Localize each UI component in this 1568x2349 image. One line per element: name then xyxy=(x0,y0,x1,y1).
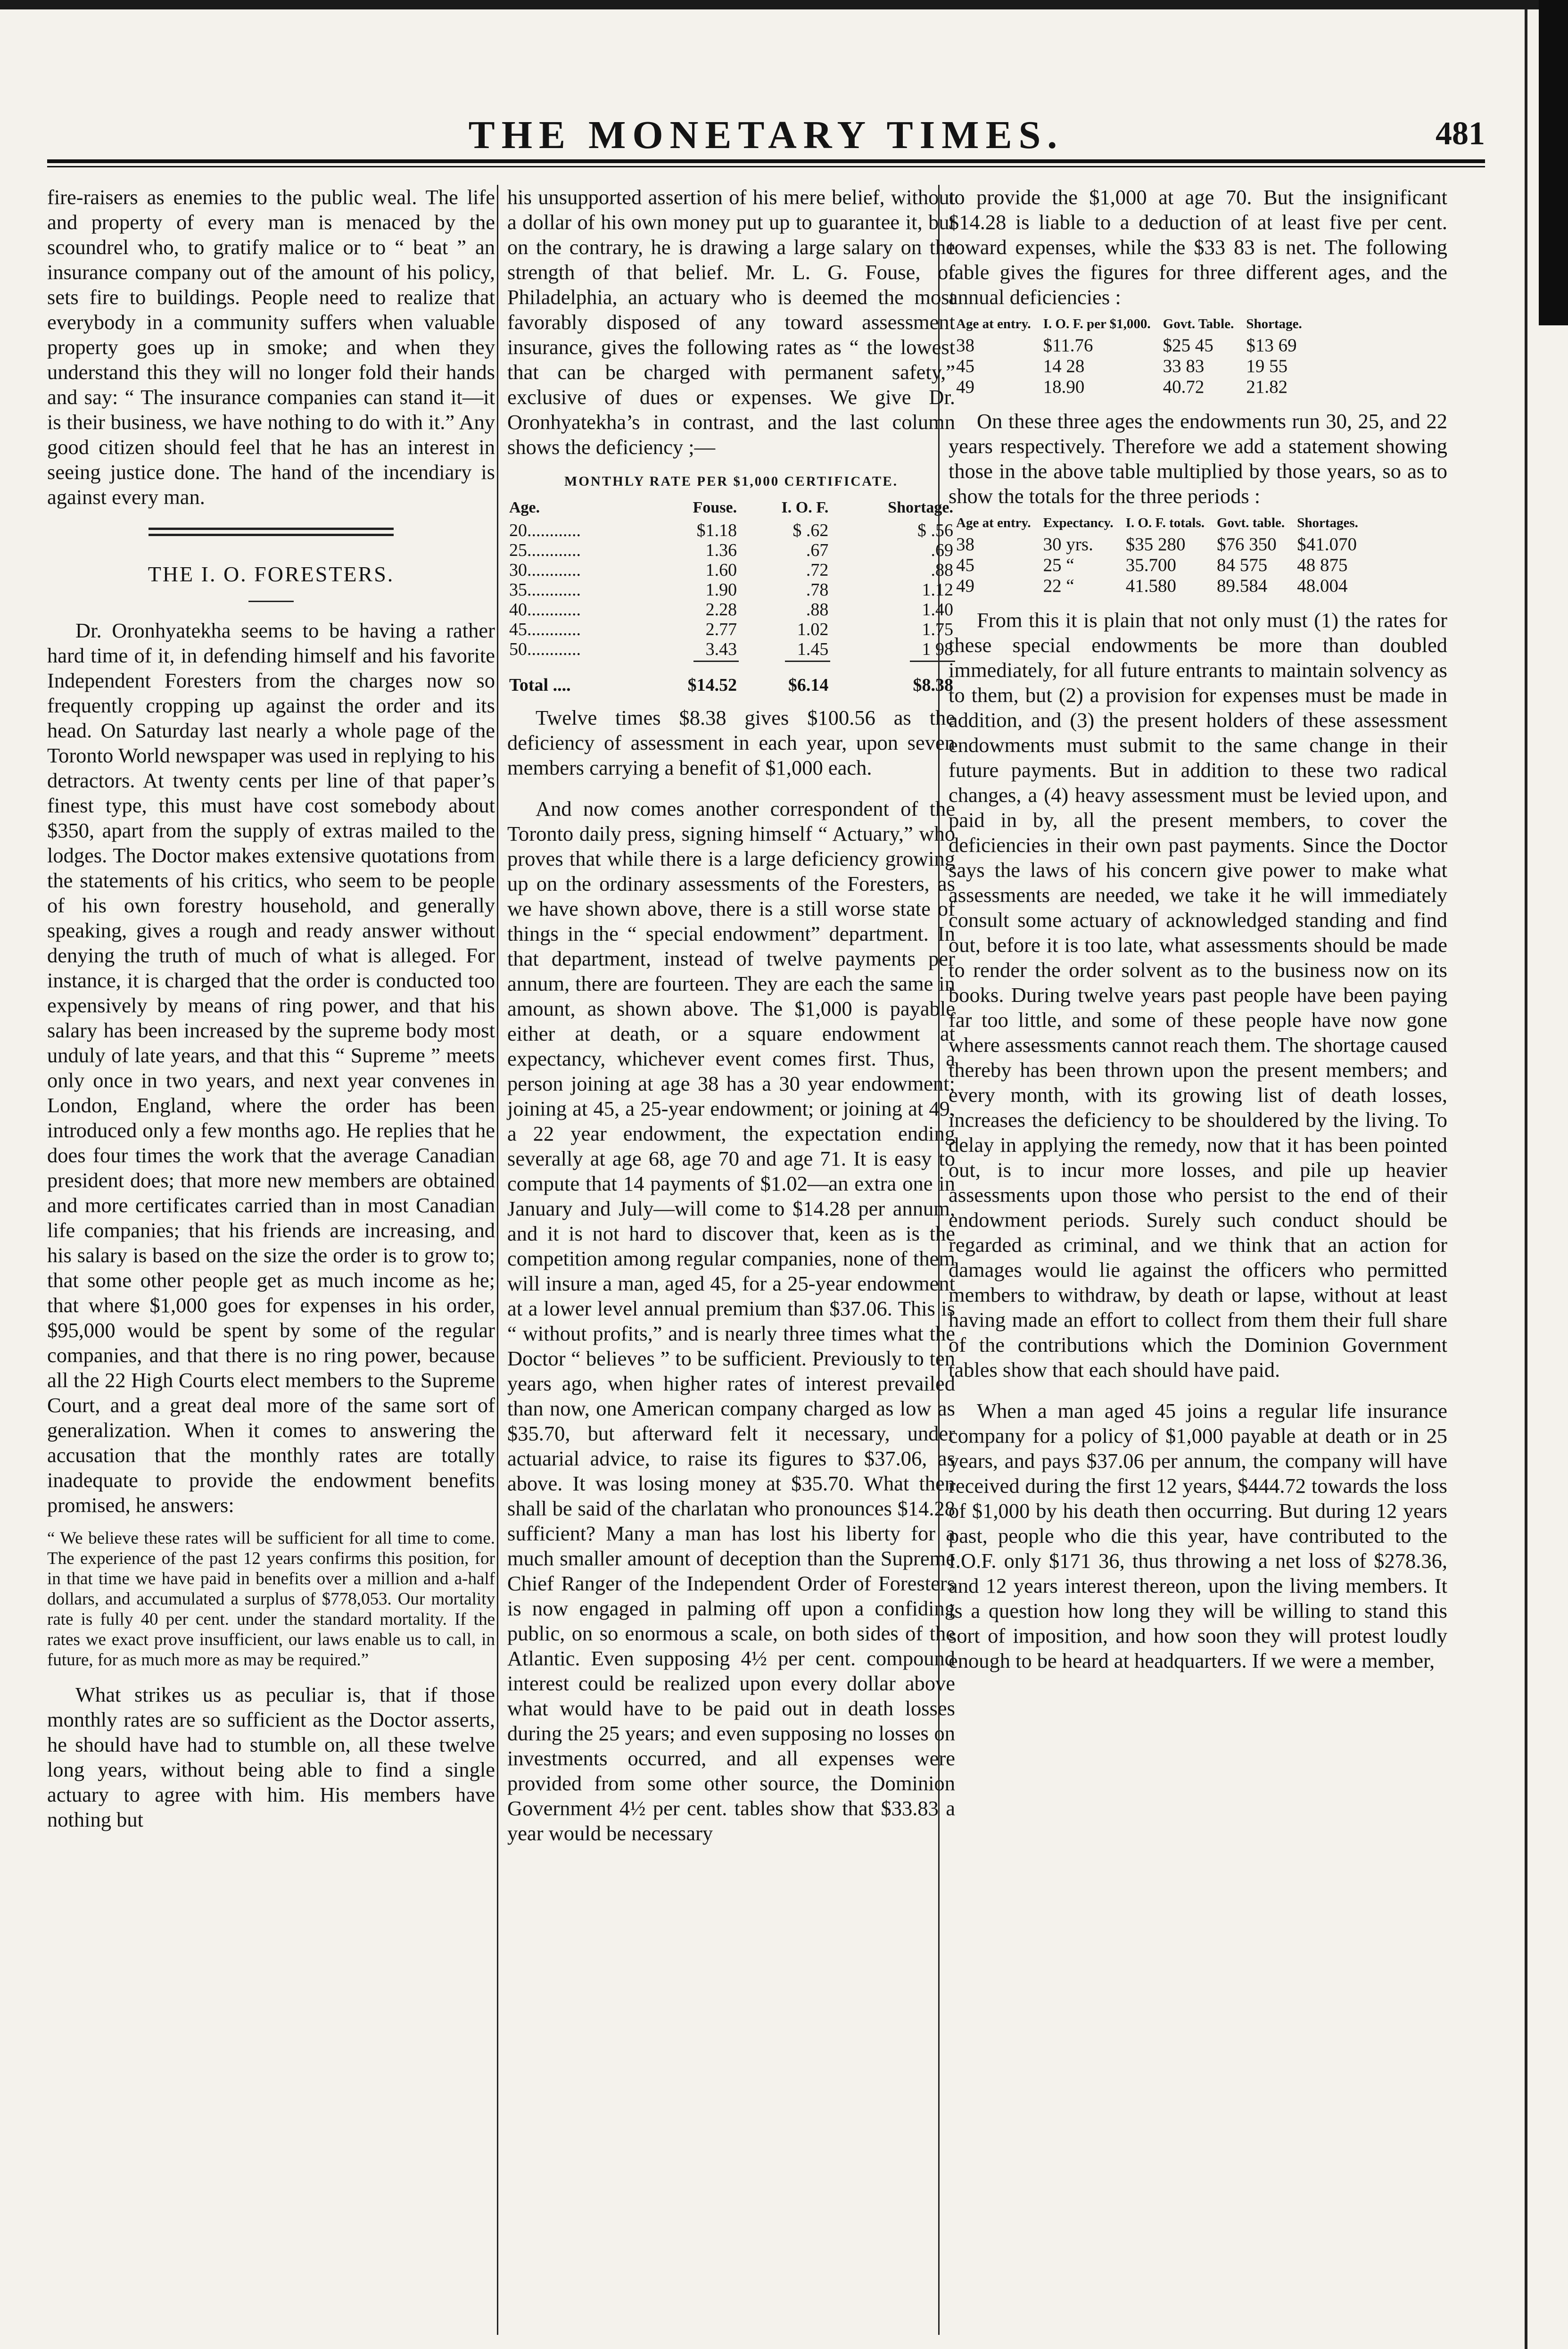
table-cell: 25............ xyxy=(509,540,581,560)
section-heading: THE I. O. FORESTERS. xyxy=(148,562,395,586)
table-cell: $14.52 xyxy=(687,675,737,695)
table-cell: 19 55 xyxy=(1246,356,1288,376)
table-cell: 1.45 xyxy=(797,639,829,659)
table-cell: 48.004 xyxy=(1297,576,1348,596)
table-cell: $25 45 xyxy=(1163,335,1213,356)
table-cell: $76 350 xyxy=(1217,534,1277,554)
table-row xyxy=(507,620,955,639)
table-cell: 49 xyxy=(956,377,974,397)
table-cell: 45............ xyxy=(509,620,581,639)
table-row xyxy=(956,356,1314,377)
table-cell: 1 98 xyxy=(922,639,953,659)
table-cell: 38 xyxy=(956,534,974,554)
table-cell: $ .56 xyxy=(917,521,953,540)
period-totals-table xyxy=(956,515,1370,596)
table-header-row xyxy=(956,515,1370,534)
col2-paragraph-1: his unsupported assertion of his mere belief, without a dollar of his own money put up to guarantee it, but on the contrary, he is drawing a large salary on the strength of that belief. Mr. L. G. Fouse, of Philadelphia, an actuary who is deemed the most favorably disposed of any toward assessment insurance, gives the following rates as “ the lowest that can be charged with permanent safety,” exclusive of dues or expenses. We give Dr. Oronhyatekha’s in contrast, and the last column shows the deficiency ;— xyxy=(507,185,955,459)
table-sum-rule xyxy=(507,659,955,663)
table-cell: .88 xyxy=(931,560,953,580)
quoted-reply: “ We believe these rates will be sufficient for all time to come. The experience of the past 12 years confirms this position, for in that time we have paid in benefits over a million and a-half dollars, and accumulated a surplus of $778,053. Our mortality rate is fully 40 per cent. under the standard mortality. If the rates we exact prove insufficient, our laws enable us to call, in future, for as much more as may be required.” xyxy=(47,1529,495,1670)
table-cell: $1.18 xyxy=(696,521,737,540)
table-header: Govt. table. xyxy=(1217,515,1285,530)
table-cell: 1.90 xyxy=(705,580,737,600)
table-cell: 40.72 xyxy=(1163,377,1205,397)
table-row xyxy=(956,377,1314,397)
col2-paragraph-3: And now comes another correspondent of the Toronto daily press, signing himself “ Actuary,” who proves that while there is a large deficiency growing up on the ordinary assessments of the Foresters, as we have shown above, there is a still worse state of things in the “ special endowment” department. In that department, instead of twelve payments per annum, there are fourteen. They are each the same in amount, as shown above. The $1,000 is payable either at death, or a square endowment at expectancy, whichever event comes first. Thus, a person joining at age 38 has a 30 year endowment; joining at 45, a 25-year endowment; or joining at 49, a 22 year endowment, the expectation ending severally at age 68, age 70 and age 71. It is easy to compute that 14 payments of $1.02—an extra one in January and July—will come to $14.28 per annum, and it is not hard to discover that, keen as is the competition among regular companies, none of them will insure a man, aged 45, for a 25-year endowment at a lower level annual premium than $37.06. This is “ without profits,” and is nearly three times what the Doctor “ believes ” to be sufficient. Previously to ten years ago, when higher rates of interest prevailed than now, one American company charged as low as $35.70, but afterward felt it necessary, under actuarial advice, to raise its figures to $37.06, as above. It was losing money at $35.70. What then shall be said of the charlatan who pronounces $14.28 sufficient? Many a man has lost his liberty for a much smaller amount of deception than the Supreme Chief Ranger of the Independent Order of Foresters is now engaged in palming off upon a confiding public, on so enormous a scale, on both sides of the Atlantic. Even supposing 4½ per cent. compound interest could be realized upon every dollar above what would have to be paid out in death losses during the 25 years; and even supposing no losses on investments occurred, and all expenses were provided from some other source, the Dominion Government 4½ per cent. tables show that $33.83 a year would be necessary xyxy=(507,797,955,1845)
table-header: I. O. F. xyxy=(781,499,829,516)
table-cell: .69 xyxy=(931,540,953,560)
header-rule-thin xyxy=(47,166,1485,167)
table-cell: 45 xyxy=(956,356,974,376)
table-header: Shortages. xyxy=(1297,515,1358,530)
table-cell: $11.76 xyxy=(1043,335,1093,356)
col2-paragraph-2: Twelve times $8.38 gives $100.56 as the deficiency of assessment in each year, upon seven members carrying a benefit of $1,000 each. xyxy=(507,706,955,779)
table-header: Shortage. xyxy=(888,499,953,516)
table-cell: 3.43 xyxy=(705,639,737,659)
table-row xyxy=(956,534,1370,555)
table-cell: .72 xyxy=(806,560,829,580)
table-header: I. O. F. per $1,000. xyxy=(1043,316,1151,331)
col3-paragraph-1: to provide the $1,000 at age 70. But the insignificant $14.28 is liable to a deduction of at least five per cent. toward expenses, while the $33 83 is net. The following table gives the figures for three different ages, and the annual deficiencies : xyxy=(949,185,1447,309)
col1-paragraph-1: fire-raisers as enemies to the public weal. The life and property of every man is menaced by the scoundrel who, to gratify malice or to “ beat ” an insurance company out of the amount of his policy, sets fire to buildings. People need to realize that everybody in a community suffers when valuable property goes up in smoke; and when they understand this they will no longer fold their hands and say: “ The insurance companies can stand it—it is their business, we have nothing to do with it.” Any good citizen should feel that he has an interest in seeing justice done. The hand of the incendiary is against every man. xyxy=(47,185,495,509)
table-cell: $41.070 xyxy=(1297,534,1357,554)
table-row xyxy=(507,540,955,560)
page-number: 481 xyxy=(1436,116,1485,152)
table-cell: 2.77 xyxy=(705,620,737,639)
col3-paragraph-3: From this it is plain that not only must (1) the rates for these special endowments be more than doubled immediately, for all future entrants to maintain solvency as to them, but (2) a provision for expenses must be made in addition, and (3) the present holders of these assessment endowments must submit to the same change in their future payments. But in addition to these two radical changes, a (4) heavy assessment must be levied upon, and paid in by, all the present members, to cover the deficiencies in their own past payments. Since the Doctor says the laws of his concern give power to make what assessments are needed, we take it he will immediately consult some actuary of acknowledged standing and find out, before it is too late, what assessments should be made to render the order solvent as to the business now on its books. During twelve years past people have been paying far too little, and some of these people have now gone where assessments cannot reach them. The shortage caused thereby has been thrown upon the present members; and every month, with its growing list of death losses, increases the deficiency to be shouldered by the living. To delay in applying the remedy, now that it has been pointed out, is to incur more losses, and pile up heavier assessments upon those who persist to the end of their endowment periods. Surely such conduct should be regarded as criminal, and we think that an action for damages would lie against the officers who permitted members to withdraw, by death or lapse, without at least having made an effort to collect from them their full share of the contributions which the Dominion Government tables show that each should have paid. xyxy=(949,608,1447,1381)
header-rule-thick xyxy=(47,159,1485,163)
table-cell: $6.14 xyxy=(788,675,829,695)
table-cell: 35............ xyxy=(509,580,581,600)
page-border-right xyxy=(1525,9,1527,2349)
column-1 xyxy=(47,185,495,1832)
table-cell: 30 yrs. xyxy=(1043,534,1093,554)
col1-paragraph-2: Dr. Oronhyatekha seems to be having a rather hard time of it, in defending himself and his favorite Independent Foresters from the charges now so frequently cropping up against the order and its head. On Saturday last nearly a whole page of the Toronto World newspaper was used in replying to his detractors. At twenty cents per line of that paper’s finest type, this must have cost somebody about $350, apart from the supply of extras mailed to the lodges. The Doctor makes extensive quotations from the statements of his critics, who seem to be people of his own forestry household, and generally speaking, gives a rough and ready answer without denying the truth of much of what is alleged. For instance, it is charged that the order is conducted too expensively by means of ring power, and that his salary has been increased by the supreme body most unduly of late years, and that this “ Supreme ” meets only once in two years, and next year convenes in London, England, where the order has been introduced only a few months ago. He replies that he does four times the work that the average Canadian president does; that more new members are obtained and more certificates carried than in most Canadian life companies; that his friends are increasing, and his salary is based on the size the order is to grow to; that some other people get as much income as he; that where $1,000 goes for expenses in his order, $95,000 would be spent by some of the regular companies, and that there is no ring power, because all the 22 High Courts elect members to the Supreme Court, and a great deal more of the same sort of generalization. When it comes to answering the accusation that the monthly rates are totally inadequate to provide the endowment benefits promised, he answers: xyxy=(47,619,495,1517)
table-cell: Total .... xyxy=(509,675,571,695)
table-cell: 89.584 xyxy=(1217,576,1268,596)
table-cell: 2.28 xyxy=(705,600,737,620)
table-header: Fouse. xyxy=(693,499,737,516)
table-cell: 30............ xyxy=(509,560,581,580)
table-cell: 1.12 xyxy=(922,580,953,600)
column-3 xyxy=(949,185,1447,1673)
table-cell: 45 xyxy=(956,555,974,575)
scan-edge-top xyxy=(0,0,1539,9)
rate-table-caption: MONTHLY RATE PER $1,000 CERTIFICATE. xyxy=(564,474,898,489)
section-divider xyxy=(149,528,394,536)
table-cell: 25 “ xyxy=(1043,555,1074,575)
table-cell: $35 280 xyxy=(1125,534,1186,554)
table-row xyxy=(956,576,1370,596)
table-cell: 1.40 xyxy=(922,600,953,620)
table-cell: 1.02 xyxy=(797,620,829,639)
table-cell: 35.700 xyxy=(1125,555,1176,575)
col1-paragraph-3: What strikes us as peculiar is, that if those monthly rates are so sufficient as the Doctor asserts, he should have had to stumble on, all these twelve long years, without being able to find a single actuary to agree with him. His members have nothing but xyxy=(47,1683,495,1831)
table-cell: 1.60 xyxy=(705,560,737,580)
table-total-row xyxy=(507,663,955,695)
table-cell: .88 xyxy=(806,600,829,620)
table-cell: $ .62 xyxy=(792,521,829,540)
table-cell: 40............ xyxy=(509,600,581,620)
table-cell: 33 83 xyxy=(1163,356,1205,376)
table-cell: .67 xyxy=(806,540,829,560)
annual-deficiency-table xyxy=(956,316,1314,397)
table-cell: 50............ xyxy=(509,639,581,659)
table-header: Shortage. xyxy=(1246,316,1302,331)
table-header-row xyxy=(507,498,955,521)
col3-paragraph-4: When a man aged 45 joins a regular life insurance company for a policy of $1,000 payable at death or in 25 years, and pays $37.06 per annum, the company will have received during the first 12 years, $444.72 towards the loss of $1,000 by his death then occurring. But during 12 years past, people who die this year, have contributed to the I.O.F. only $171 36, thus throwing a net loss of $278.36, and 12 years interest thereon, upon the living members. It is a question how long they will be willing to stand this sort of imposition, and how soon they will protest loudly enough to be heard at headquarters. If we were a member, xyxy=(949,1399,1447,1672)
table-cell: 14 28 xyxy=(1043,356,1085,376)
table-cell: 41.580 xyxy=(1125,576,1176,596)
column-rule-1 xyxy=(497,185,498,2335)
table-cell: $8.38 xyxy=(913,675,953,695)
table-cell: 38 xyxy=(956,335,974,356)
table-cell: 18.90 xyxy=(1043,377,1085,397)
table-cell: 49 xyxy=(956,576,974,596)
table-cell: 1.75 xyxy=(922,620,953,639)
table-cell: 48 875 xyxy=(1297,555,1348,575)
masthead: THE MONETARY TIMES. xyxy=(468,113,1064,157)
table-cell: 84 575 xyxy=(1217,555,1268,575)
table-header: Expectancy. xyxy=(1043,515,1114,530)
table-cell: 22 “ xyxy=(1043,576,1074,596)
table-header: I. O. F. totals. xyxy=(1125,515,1205,530)
table-row xyxy=(507,560,955,580)
table-header: Age at entry. xyxy=(956,515,1031,530)
table-header: Age at entry. xyxy=(956,316,1031,331)
table-row xyxy=(507,521,955,540)
table-row xyxy=(956,335,1314,356)
table-row xyxy=(507,600,955,620)
heading-rule xyxy=(248,601,294,602)
table-header: Age. xyxy=(509,499,540,516)
table-cell: 21.82 xyxy=(1246,377,1288,397)
table-cell: 1.36 xyxy=(705,540,737,560)
table-row xyxy=(507,639,955,659)
scan-edge-right xyxy=(1539,0,1568,325)
table-cell: .78 xyxy=(806,580,829,600)
table-row xyxy=(507,580,955,600)
monthly-rate-table xyxy=(507,498,955,695)
table-cell: $13 69 xyxy=(1246,335,1297,356)
page-header xyxy=(47,112,1485,155)
table-row xyxy=(956,555,1370,576)
col3-paragraph-2: On these three ages the endowments run 30, 25, and 22 years respectively. Therefore we add a statement showing those in the above table multiplied by those years, so as to show the totals for the three periods : xyxy=(949,409,1447,508)
column-2 xyxy=(507,185,955,1846)
table-cell: 20............ xyxy=(509,521,581,540)
table-header-row xyxy=(956,316,1314,335)
table-header: Govt. Table. xyxy=(1163,316,1234,331)
